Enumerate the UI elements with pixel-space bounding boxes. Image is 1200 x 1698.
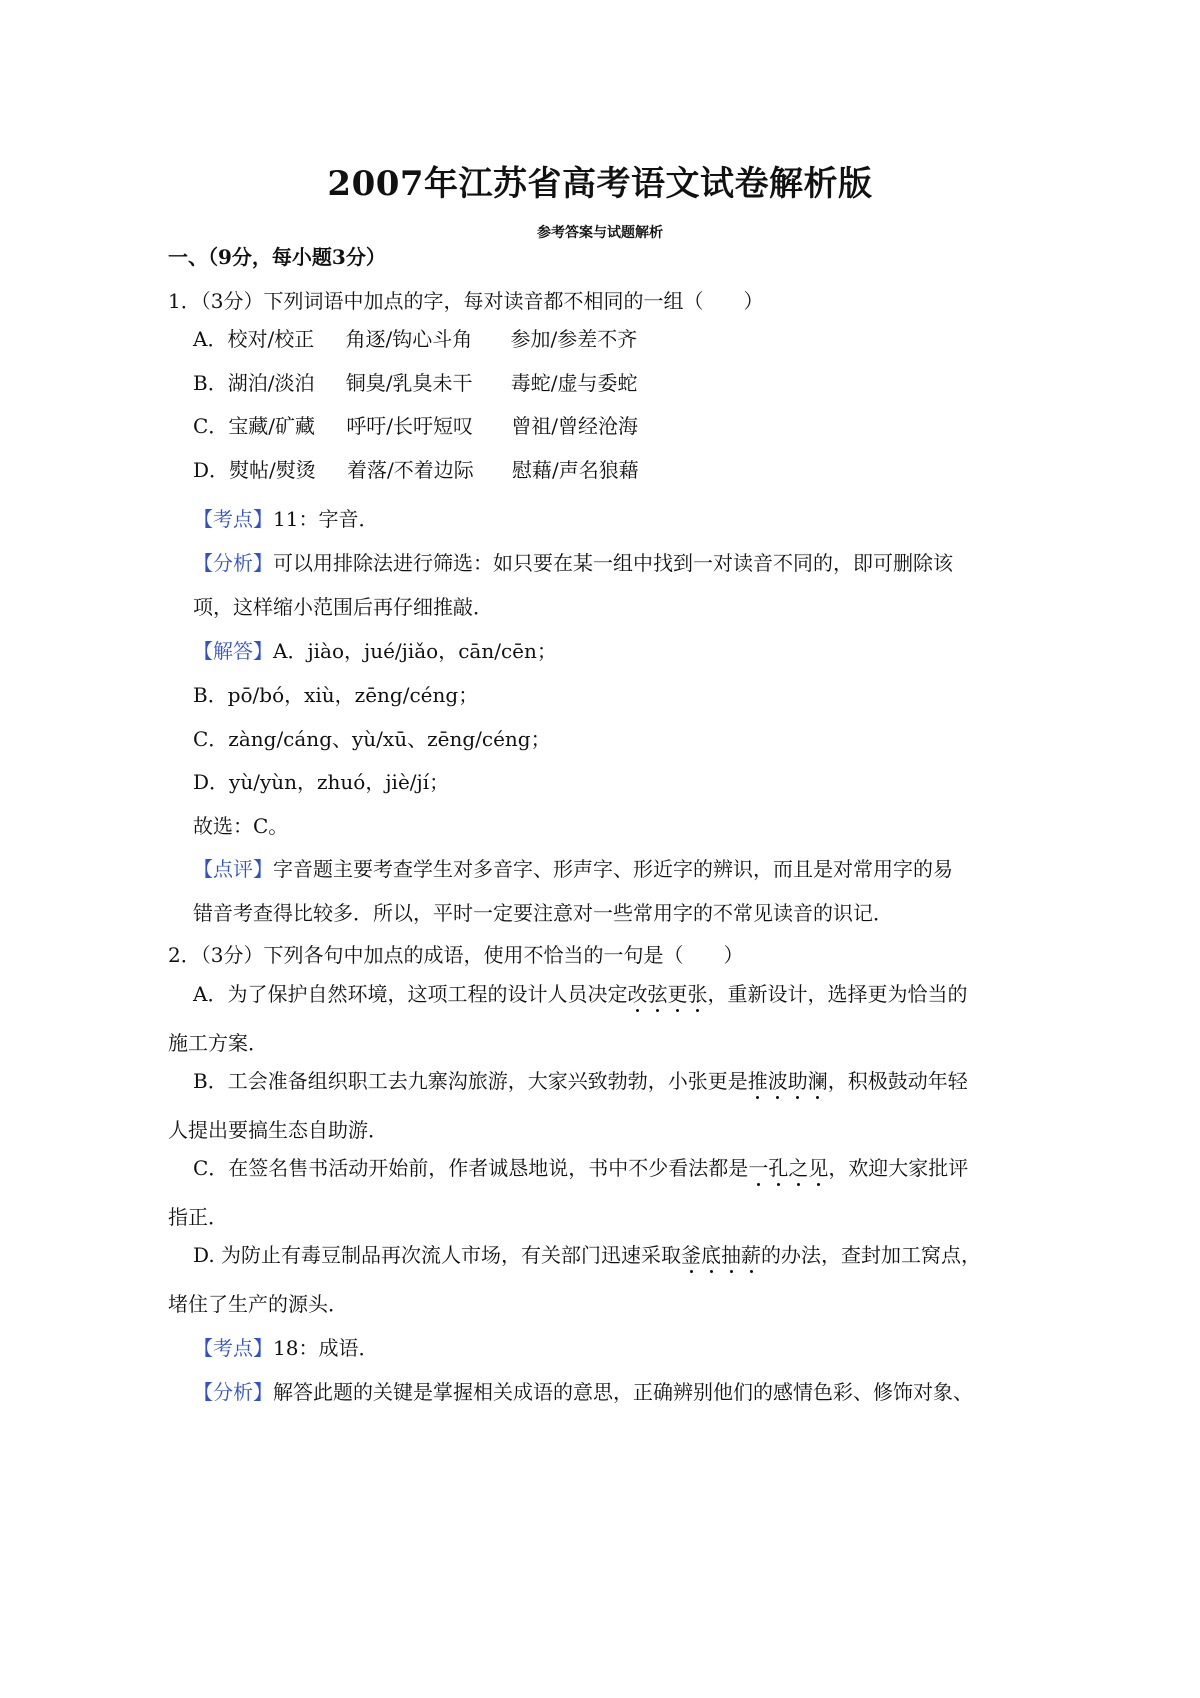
q1-option-a-col3: 参加/参差不齐 bbox=[510, 327, 638, 351]
q2-option-b-cont: 人提出要搞生态自助游． bbox=[168, 1118, 388, 1142]
q1-option-a-col2: 角逐/钩心斗角 bbox=[345, 327, 473, 351]
section-heading: 一、（9分，每小题3分） bbox=[168, 245, 386, 269]
fenxi-tag: 【分析】 bbox=[193, 1380, 273, 1404]
q2-option-c-cont: 指正． bbox=[168, 1205, 228, 1229]
page-title: 2007年江苏省高考语文试卷解析版 bbox=[327, 164, 873, 204]
page-subtitle: 参考答案与试题解析 bbox=[537, 225, 663, 241]
q2-kaodian: 【考点】18：成语． bbox=[193, 1336, 379, 1360]
q1-answer: 故选：C。 bbox=[193, 814, 289, 838]
q1-option-d-col3: 慰藉/声名狼藉 bbox=[512, 458, 639, 482]
dianping-tag: 【点评】 bbox=[193, 857, 273, 881]
q1-jieda-c: C．zàng/cáng、yù/xū、zēng/céng； bbox=[193, 727, 551, 751]
q1-option-c-col3: 曾祖/曾经沧海 bbox=[511, 414, 639, 438]
q1-option-d: D．熨帖/熨烫 着落/不着边际 慰藉/声名狼藉 bbox=[193, 458, 639, 482]
q1-jieda-d: D．yù/yùn，zhuó，jiè/jí； bbox=[193, 770, 450, 794]
q2-option-d: D. 为防止有毒豆制品再次流人市场，有关部门迅速采取釜底抽薪的办法，查封加工窝点， bbox=[193, 1243, 982, 1267]
fenxi-tag: 【分析】 bbox=[193, 551, 273, 575]
q2-option-a: A．为了保护自然环境，这项工程的设计人员决定改弦更张，重新设计，选择更为恰当的 bbox=[193, 982, 968, 1006]
q2-option-a-cont: 施工方案． bbox=[168, 1031, 268, 1055]
q1-dianping: 【点评】字音题主要考查学生对多音字、形声字、形近字的辨识，而且是对常用字的易 bbox=[193, 857, 953, 881]
q2-option-c-idiom: 一孔之见 bbox=[748, 1156, 829, 1180]
q1-option-b-col1: 湖泊/淡泊 bbox=[227, 371, 315, 395]
q1-dianping-cont: 错音考查得比较多．所以，平时一定要注意对一些常用字的不常见读音的识记． bbox=[193, 901, 893, 925]
q1-option-b: B．湖泊/淡泊 铜臭/乳臭未干 毒蛇/虚与委蛇 bbox=[193, 371, 638, 395]
q1-jieda: 【解答】A．jiào，jué/jiǎo，cān/cēn； bbox=[193, 639, 557, 663]
q1-fenxi-cont: 项，这样缩小范围后再仔细推敲． bbox=[193, 595, 493, 619]
q1-kaodian: 【考点】11：字音． bbox=[193, 507, 379, 531]
q2-option-c: C．在签名售书活动开始前，作者诚恳地说，书中不少看法都是一孔之见，欢迎大家批评 bbox=[193, 1156, 969, 1180]
q2-option-b: B．工会准备组织职工去九寨沟旅游，大家兴致勃勃，小张更是推波助澜，积极鼓动年轻 bbox=[193, 1069, 968, 1093]
q2-option-a-idiom: 改弦更张 bbox=[627, 982, 708, 1006]
q1-option-b-col3: 毒蛇/虚与委蛇 bbox=[510, 371, 638, 395]
q1-option-c-col1: 宝藏/矿藏 bbox=[228, 414, 316, 438]
q1-stem: 1．（3分）下列词语中加点的字，每对读音都不相同的一组（ ） bbox=[168, 289, 764, 313]
q1-option-c-col2: 呼吁/长吁短叹 bbox=[346, 414, 474, 438]
jieda-tag: 【解答】 bbox=[193, 639, 273, 663]
q1-option-a-col1: 校对/校正 bbox=[227, 327, 315, 351]
kaodian-tag: 【考点】 bbox=[193, 1336, 273, 1360]
q1-option-c: C．宝藏/矿藏 呼吁/长吁短叹 曾祖/曾经沧海 bbox=[193, 414, 639, 438]
kaodian-tag: 【考点】 bbox=[193, 507, 273, 531]
q1-option-a: A．校对/校正 角逐/钩心斗角 参加/参差不齐 bbox=[193, 327, 638, 351]
q2-stem: 2．（3分）下列各句中加点的成语，使用不恰当的一句是（ ） bbox=[168, 943, 744, 967]
q1-option-d-col1: 熨帖/熨烫 bbox=[229, 458, 316, 482]
q2-option-d-idiom: 釜底抽薪 bbox=[681, 1243, 762, 1267]
q2-option-d-cont: 堵住了生产的源头． bbox=[168, 1292, 348, 1316]
q2-option-b-idiom: 推波助澜 bbox=[747, 1069, 828, 1093]
q1-option-d-col2: 着落/不着边际 bbox=[347, 458, 474, 482]
q1-option-b-col2: 铜臭/乳臭未干 bbox=[345, 371, 473, 395]
q1-jieda-b: B．pō/bó，xiù，zēng/céng； bbox=[193, 683, 479, 707]
q1-fenxi: 【分析】可以用排除法进行筛选：如只要在某一组中找到一对读音不同的，即可删除该 bbox=[193, 551, 953, 575]
q2-fenxi: 【分析】解答此题的关键是掌握相关成语的意思，正确辨别他们的感情色彩、修饰对象、 bbox=[193, 1380, 973, 1404]
